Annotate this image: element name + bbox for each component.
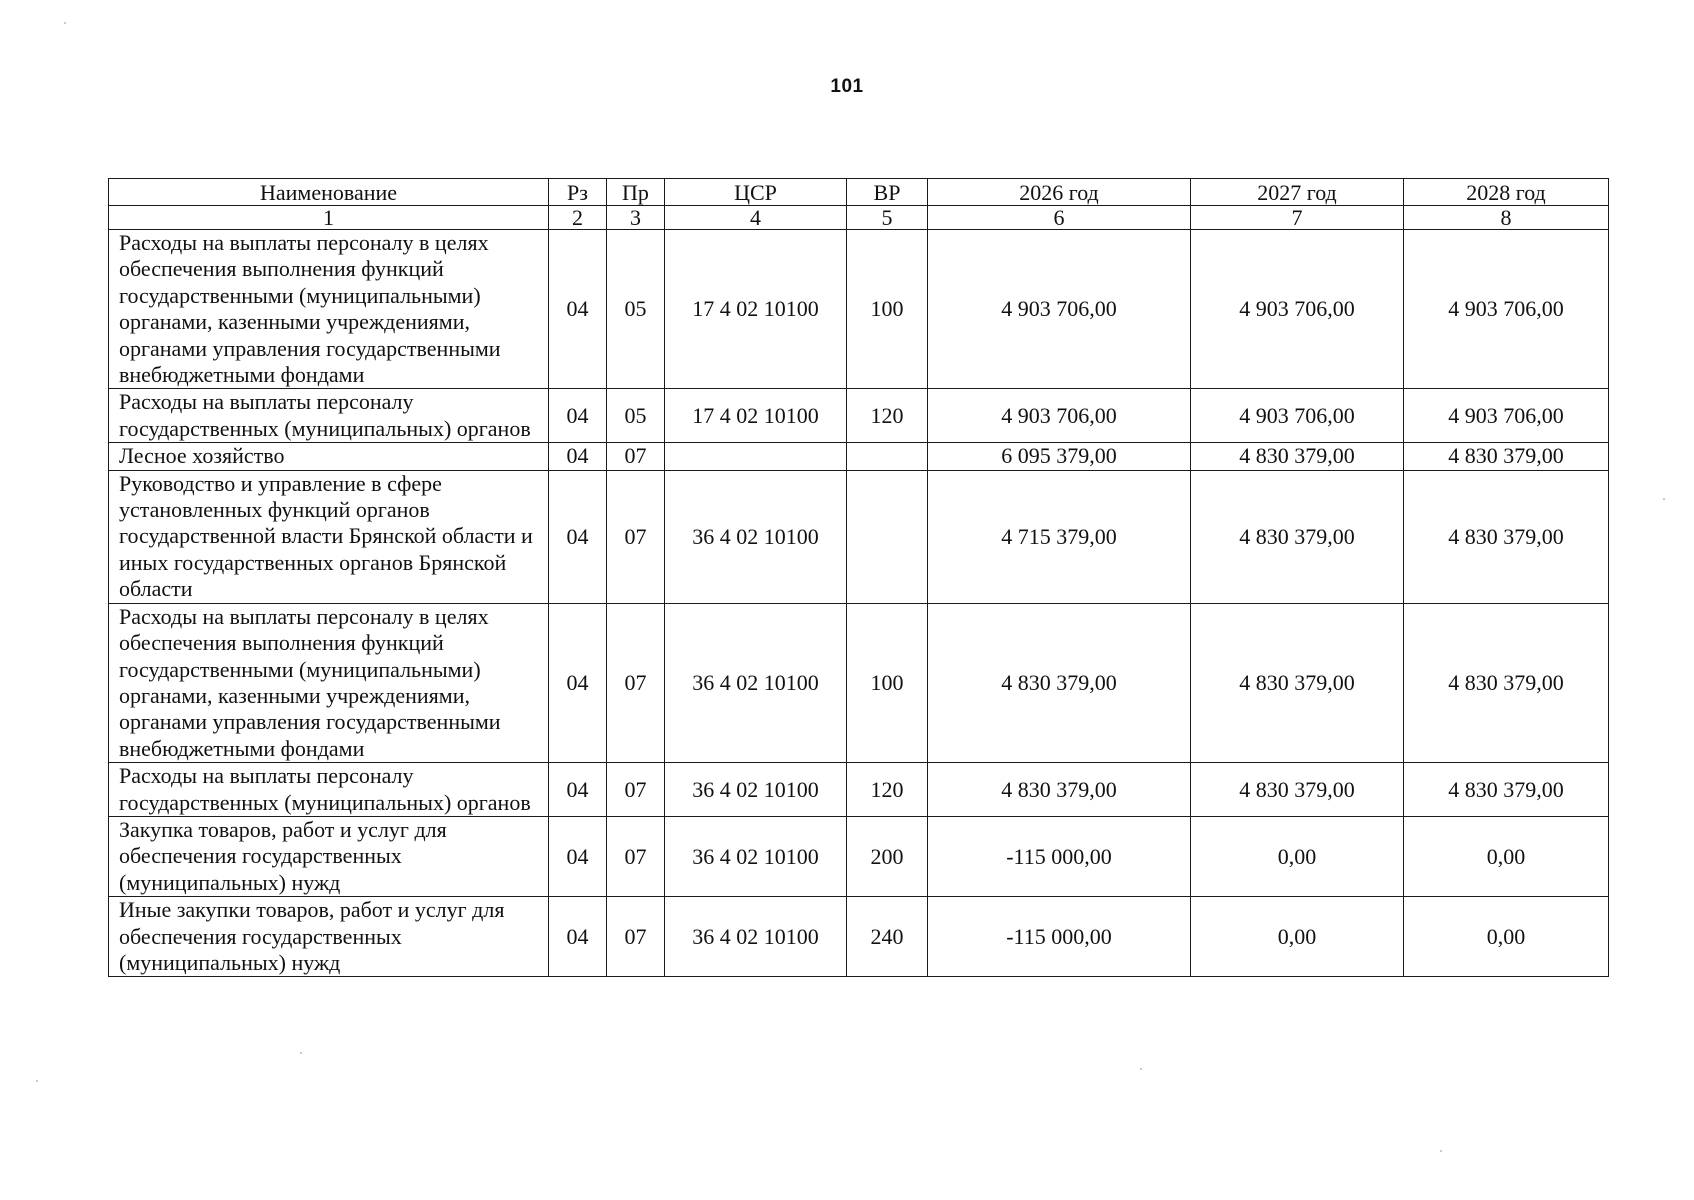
row-amount-2027: 0,00 bbox=[1191, 816, 1404, 896]
row-name: Расходы на выплаты персоналу государственных (муниципальных) органов bbox=[109, 389, 549, 443]
scan-speck bbox=[300, 1052, 302, 1054]
header-name: Наименование bbox=[109, 179, 549, 206]
row-pr: 07 bbox=[607, 816, 665, 896]
scan-speck bbox=[64, 22, 66, 24]
row-csr: 17 4 02 10100 bbox=[665, 389, 847, 443]
row-amount-2028: 0,00 bbox=[1404, 897, 1609, 977]
row-pr: 05 bbox=[607, 230, 665, 389]
table-row bbox=[109, 389, 1609, 443]
table-row bbox=[109, 443, 1609, 470]
column-number: 4 bbox=[665, 206, 847, 230]
row-pr: 07 bbox=[607, 897, 665, 977]
header-2027: 2027 год bbox=[1191, 179, 1404, 206]
row-vr: 240 bbox=[847, 897, 928, 977]
row-amount-2027: 4 903 706,00 bbox=[1191, 389, 1404, 443]
row-csr: 36 4 02 10100 bbox=[665, 763, 847, 817]
row-amount-2028: 4 830 379,00 bbox=[1404, 603, 1609, 762]
row-amount-2028: 4 830 379,00 bbox=[1404, 443, 1609, 470]
column-number: 1 bbox=[109, 206, 549, 230]
row-vr: 120 bbox=[847, 389, 928, 443]
row-csr: 36 4 02 10100 bbox=[665, 603, 847, 762]
row-name: Закупка товаров, работ и услуг для обеспечения государственных (муниципальных) нужд bbox=[109, 816, 549, 896]
column-number-row bbox=[109, 206, 1609, 230]
row-pr: 05 bbox=[607, 389, 665, 443]
header-rz: Рз bbox=[549, 179, 607, 206]
row-amount-2027: 4 830 379,00 bbox=[1191, 470, 1404, 603]
header-pr: Пр bbox=[607, 179, 665, 206]
row-amount-2028: 4 903 706,00 bbox=[1404, 389, 1609, 443]
row-amount-2028: 4 830 379,00 bbox=[1404, 763, 1609, 817]
row-vr bbox=[847, 470, 928, 603]
row-vr: 200 bbox=[847, 816, 928, 896]
row-vr bbox=[847, 443, 928, 470]
row-vr: 120 bbox=[847, 763, 928, 817]
table-row bbox=[109, 897, 1609, 977]
header-csr: ЦСР bbox=[665, 179, 847, 206]
row-pr: 07 bbox=[607, 763, 665, 817]
table-row bbox=[109, 470, 1609, 603]
row-amount-2027: 4 830 379,00 bbox=[1191, 603, 1404, 762]
row-name: Расходы на выплаты персоналу в целях обеспечения выполнения функций государственными (муниципальными) органами, казенными учреждениями, органами управления государственными внебюджетными фондами bbox=[109, 603, 549, 762]
row-csr: 36 4 02 10100 bbox=[665, 470, 847, 603]
row-pr: 07 bbox=[607, 443, 665, 470]
row-name: Иные закупки товаров, работ и услуг для обеспечения государственных (муниципальных) нужд bbox=[109, 897, 549, 977]
scan-speck bbox=[1663, 498, 1665, 500]
row-amount-2026: -115 000,00 bbox=[928, 816, 1191, 896]
header-2026: 2026 год bbox=[928, 179, 1191, 206]
row-rz: 04 bbox=[549, 603, 607, 762]
row-amount-2027: 4 830 379,00 bbox=[1191, 443, 1404, 470]
row-vr: 100 bbox=[847, 230, 928, 389]
row-amount-2026: 4 830 379,00 bbox=[928, 763, 1191, 817]
budget-table bbox=[108, 178, 1609, 977]
row-amount-2028: 0,00 bbox=[1404, 816, 1609, 896]
row-pr: 07 bbox=[607, 470, 665, 603]
table-row bbox=[109, 603, 1609, 762]
row-amount-2026: 4 903 706,00 bbox=[928, 389, 1191, 443]
scan-speck bbox=[36, 1080, 38, 1082]
row-csr: 36 4 02 10100 bbox=[665, 816, 847, 896]
column-number: 7 bbox=[1191, 206, 1404, 230]
row-amount-2027: 0,00 bbox=[1191, 897, 1404, 977]
column-number: 3 bbox=[607, 206, 665, 230]
column-number: 2 bbox=[549, 206, 607, 230]
row-name: Расходы на выплаты персоналу государственных (муниципальных) органов bbox=[109, 763, 549, 817]
row-amount-2026: 4 903 706,00 bbox=[928, 230, 1191, 389]
table-row bbox=[109, 230, 1609, 389]
column-number: 5 bbox=[847, 206, 928, 230]
row-name: Расходы на выплаты персоналу в целях обеспечения выполнения функций государственными (муниципальными) органами, казенными учреждениями, органами управления государственными внебюджетными фондами bbox=[109, 230, 549, 389]
row-amount-2026: 6 095 379,00 bbox=[928, 443, 1191, 470]
row-csr bbox=[665, 443, 847, 470]
row-rz: 04 bbox=[549, 897, 607, 977]
scan-speck bbox=[1440, 1150, 1442, 1152]
column-number: 6 bbox=[928, 206, 1191, 230]
row-amount-2026: 4 715 379,00 bbox=[928, 470, 1191, 603]
row-rz: 04 bbox=[549, 816, 607, 896]
page-number: 101 bbox=[830, 76, 864, 97]
header-vr: ВР bbox=[847, 179, 928, 206]
row-amount-2026: 4 830 379,00 bbox=[928, 603, 1191, 762]
row-name: Лесное хозяйство bbox=[109, 443, 549, 470]
row-name: Руководство и управление в сфере установленных функций органов государственной власти Брянской области и иных государственных органов Брянской области bbox=[109, 470, 549, 603]
scan-speck bbox=[1140, 1068, 1142, 1070]
row-pr: 07 bbox=[607, 603, 665, 762]
row-vr: 100 bbox=[847, 603, 928, 762]
row-amount-2026: -115 000,00 bbox=[928, 897, 1191, 977]
header-2028: 2028 год bbox=[1404, 179, 1609, 206]
row-amount-2028: 4 903 706,00 bbox=[1404, 230, 1609, 389]
row-csr: 17 4 02 10100 bbox=[665, 230, 847, 389]
header-row bbox=[109, 179, 1609, 206]
row-rz: 04 bbox=[549, 389, 607, 443]
row-rz: 04 bbox=[549, 230, 607, 389]
row-rz: 04 bbox=[549, 763, 607, 817]
table-row bbox=[109, 763, 1609, 817]
row-amount-2028: 4 830 379,00 bbox=[1404, 470, 1609, 603]
row-rz: 04 bbox=[549, 470, 607, 603]
row-rz: 04 bbox=[549, 443, 607, 470]
row-amount-2027: 4 830 379,00 bbox=[1191, 763, 1404, 817]
row-amount-2027: 4 903 706,00 bbox=[1191, 230, 1404, 389]
row-csr: 36 4 02 10100 bbox=[665, 897, 847, 977]
table-row bbox=[109, 816, 1609, 896]
column-number: 8 bbox=[1404, 206, 1609, 230]
